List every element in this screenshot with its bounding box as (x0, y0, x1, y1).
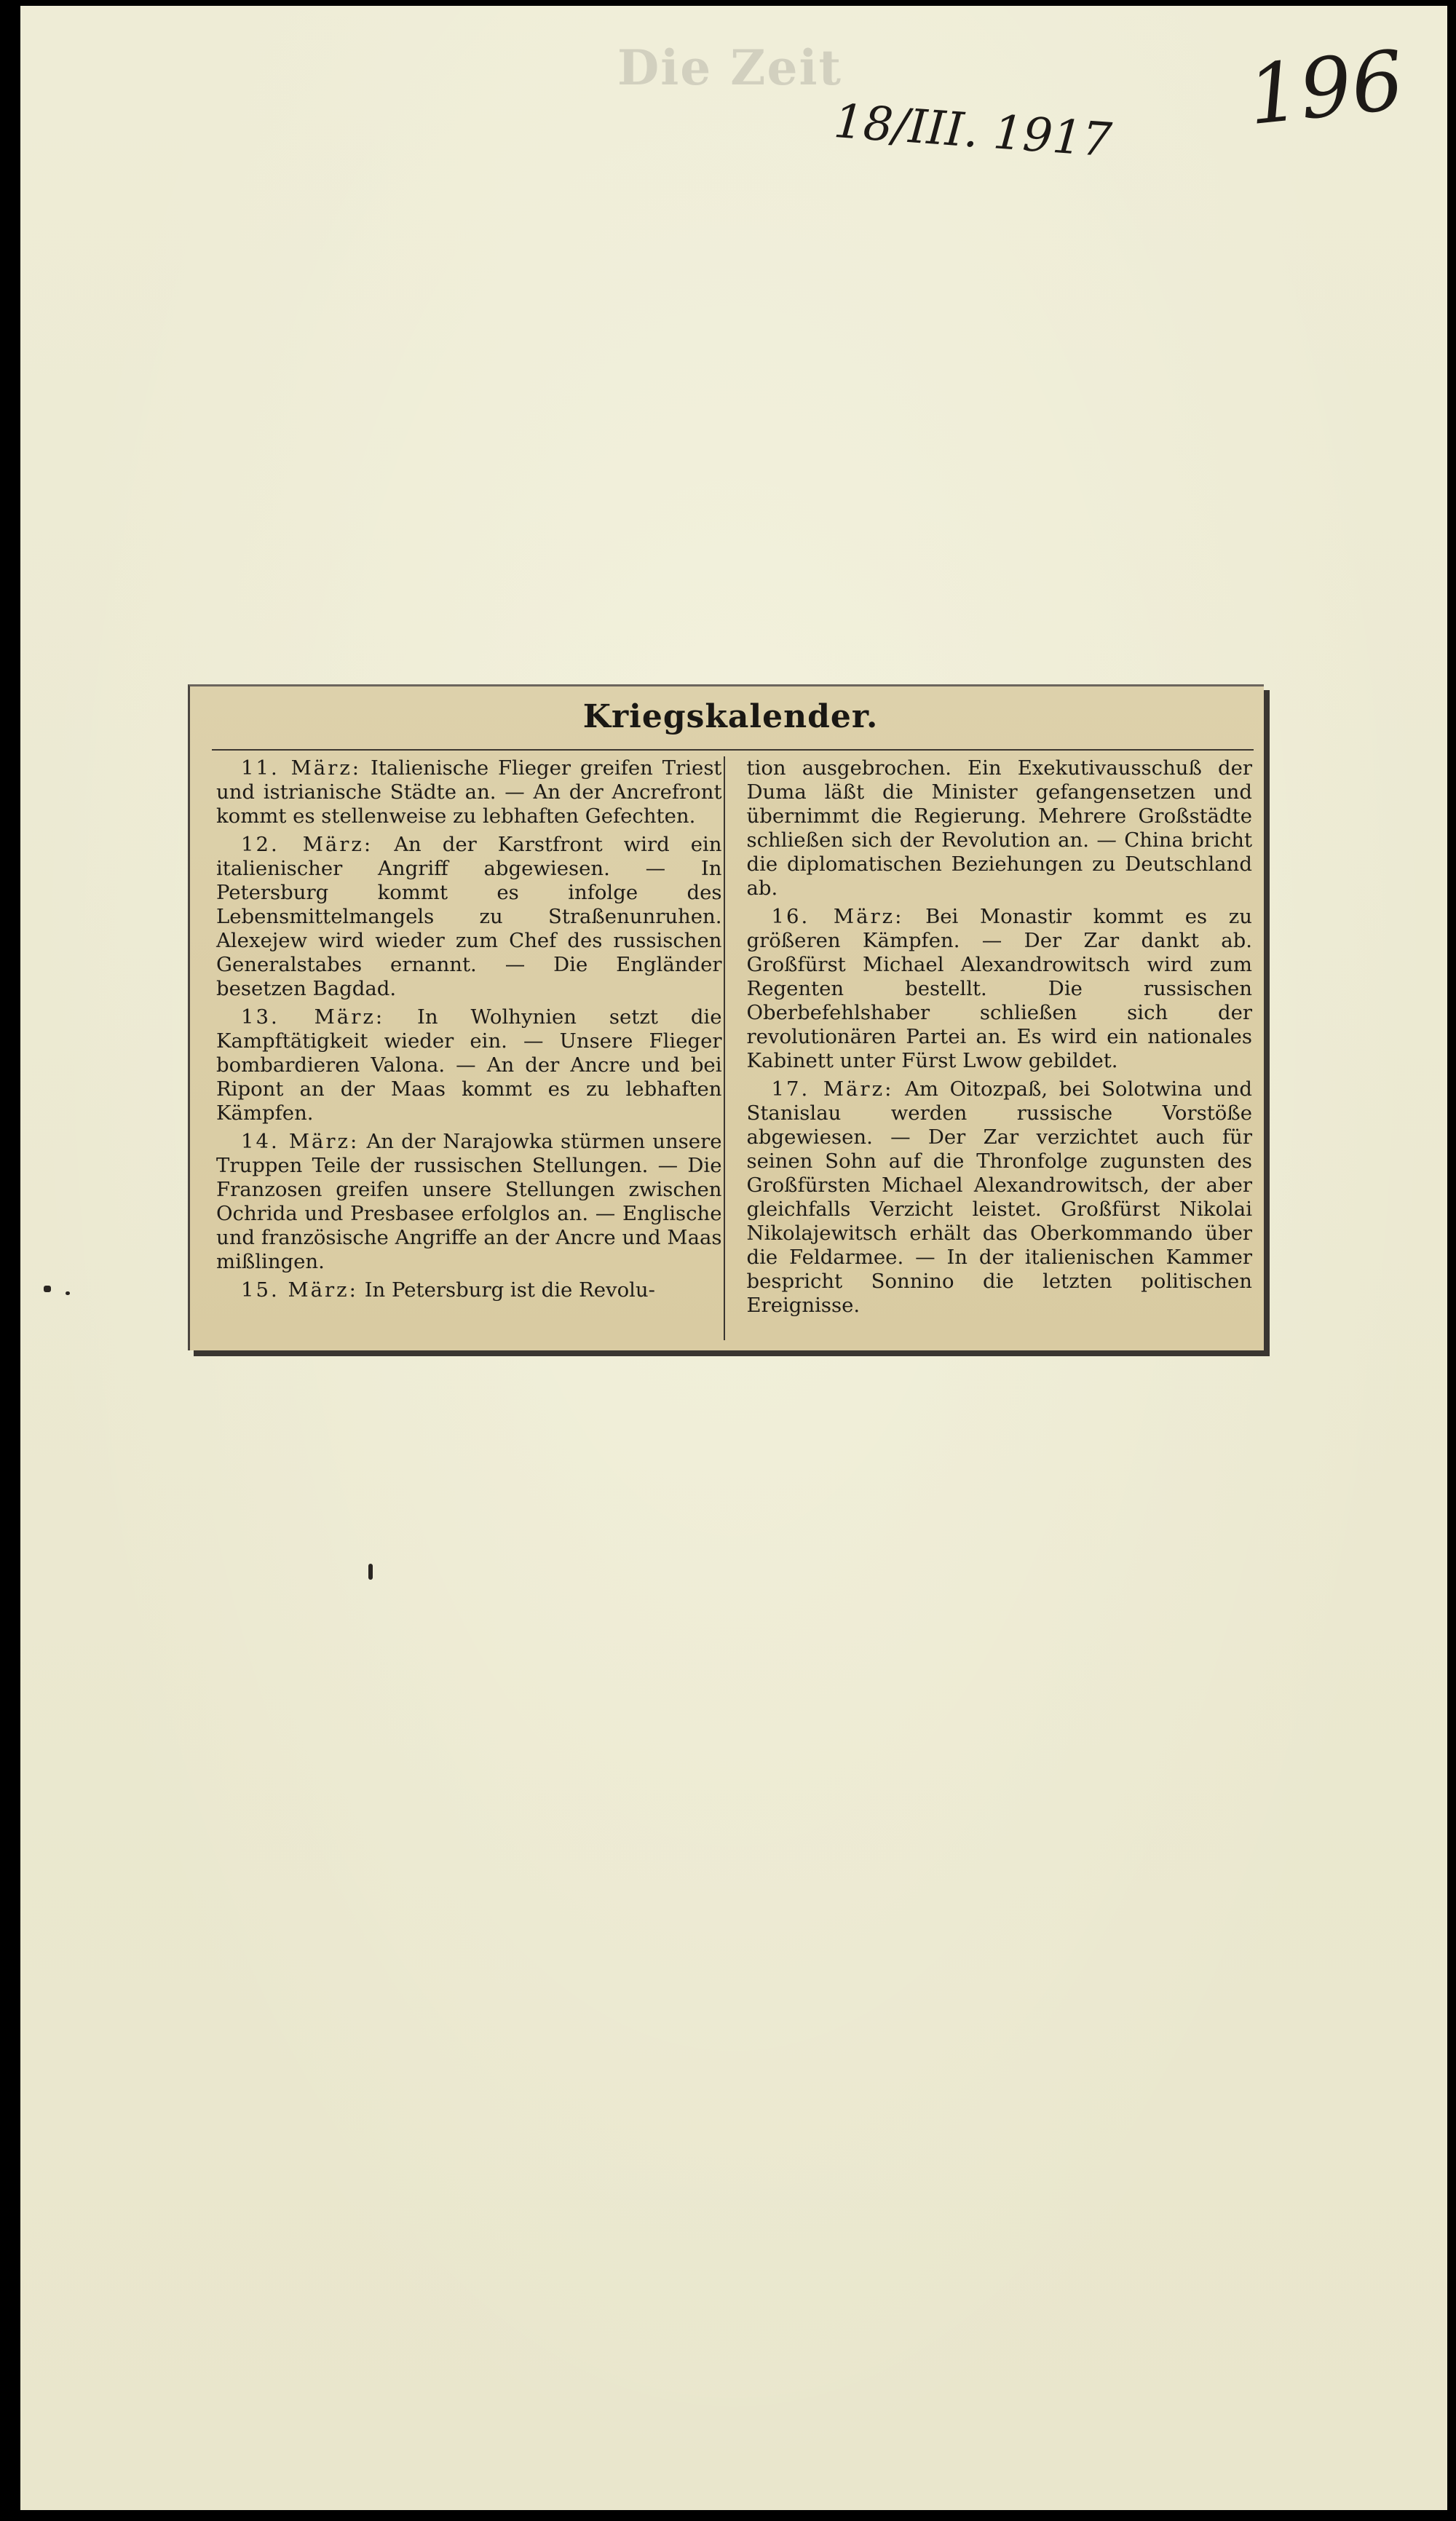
entry-date: 11. März: (241, 756, 362, 780)
entry-text: tion ausgebrochen. Ein Exekutivausschuß der Duma läßt die Minister gefangensetzen und übernimmt die Regierung. Mehrere Großstädte schließen sich der Revolution an. — China bricht die diplomatischen Beziehungen zu Deutschland ab. (746, 756, 1252, 900)
entry-text: In Petersburg ist die Revolu- (364, 1278, 655, 1302)
calendar-entry (216, 756, 722, 828)
clipping-title: Kriegskalender. (582, 698, 879, 735)
calendar-entry-continued (747, 756, 1253, 901)
entry-text: In Wolhynien setzt die Kampftätigkeit wieder ein. — Unsere Flieger bombardieren Valona. — An der Ancre und bei Ripont an der Maas kommt es zu lebhaften Kämpfen. (216, 1005, 722, 1125)
entry-text: Am Oitozpaß, bei Solotwina und Stanislau werden russische Vorstöße abgewiesen. — Der Zar verzichtet auch für seinen Sohn auf die Thronfolge zugunsten des Großfürsten Michael Alexandrowitsch, der aber gleichfalls Verzicht leistet. Großfürst Nikolai Nikolajewitsch erhält das Oberkommando über die Feldarmee. — In der italienischen Kammer bespricht Sonnino die letzten politischen Ereignisse. (746, 1077, 1253, 1317)
entry-date: 16. März: (771, 905, 904, 928)
handwritten-folio-number: 196 (1243, 33, 1409, 144)
newspaper-name-stamp: Die Zeit (617, 39, 843, 96)
entry-text: Bei Monastir kommt es zu größeren Kämpfen. — Der Zar dankt ab. Großfürst Michael Alexandrowitsch wird zum Regenten bestellt. Die russischen Oberbefehlshaber schließen sich der revolutionären Partei an. Es wird ein nationales Kabinett unter Fürst Lwow gebildet. (746, 905, 1252, 1072)
calendar-entry (216, 1278, 722, 1302)
title-rule (212, 749, 1254, 751)
entry-date: 15. März: (241, 1278, 358, 1302)
archive-sheet (20, 6, 1447, 2510)
left-column (216, 756, 722, 1343)
calendar-entry (216, 1130, 722, 1274)
right-column (747, 756, 1253, 1343)
ink-speck (44, 1286, 51, 1292)
calendar-entry (216, 833, 722, 1001)
entry-text: Italienische Flieger greifen Triest und istrianische Städte an. — An der Ancrefront kommt es stellenweise zu lebhaften Gefechten. (216, 756, 722, 828)
newspaper-clipping (188, 684, 1264, 1350)
entry-date: 17. März: (771, 1077, 894, 1101)
entry-date: 14. März: (241, 1130, 360, 1153)
entry-text: An der Karstfront wird ein italienischer Angriff abgewiesen. — In Petersburg kommt es infolge des Lebensmittelmangels zu Straßenunruhen. Alexejew wird wieder zum Chef des russischen Generalstabes ernannt. — Die Engländer besetzen Bagdad. (216, 833, 722, 1000)
entry-date: 13. März: (241, 1005, 385, 1029)
entry-text: An der Narajowka stürmen unsere Truppen Teile der russischen Stellungen. — Die Franzosen greifen unsere Stellungen zwischen Ochrida und Presbasee erfolglos an. — Englische und französische Angriffe an der Ancre und Maas mißlingen. (216, 1130, 722, 1273)
ink-speck (66, 1291, 70, 1295)
ink-speck (368, 1564, 373, 1580)
calendar-entry (747, 905, 1253, 1073)
calendar-entry (747, 1077, 1253, 1318)
entry-date: 12. März: (241, 833, 373, 856)
handwritten-date: 18/III. 1917 (831, 95, 1114, 168)
clipping-columns (216, 756, 1252, 1343)
calendar-entry (216, 1005, 722, 1125)
